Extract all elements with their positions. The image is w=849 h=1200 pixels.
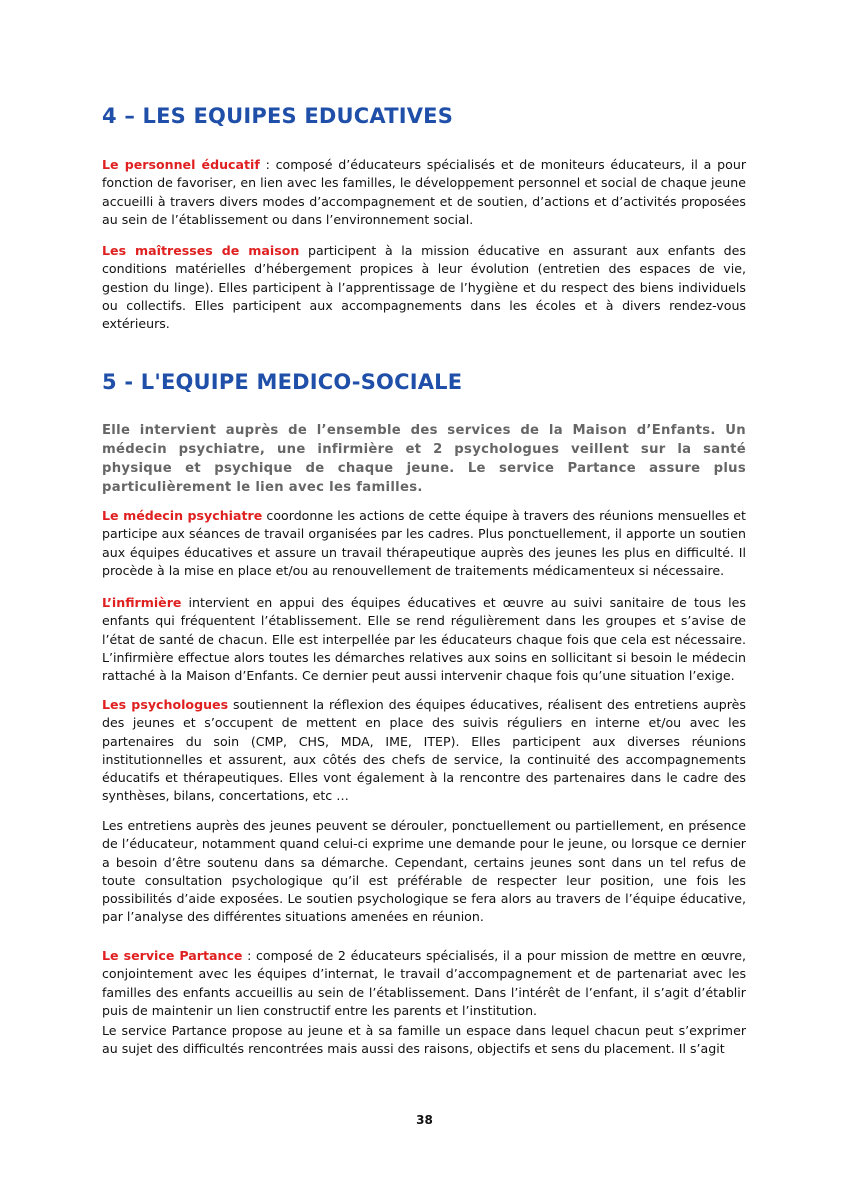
paragraph-text: intervient en appui des équipes éducatives et œuvre au suivi sanitaire de tous les enfants qui fréquentent l’établissement. Elle se rend régulièrement dans les groupes et s’avise de l’état de santé de chacun. Elle est interpellée par les éducateurs chaque fois que cela est nécessaire. L’infirmière effectue alors toutes les démarches relatives aux soins en sollicitant si besoin le médecin rattaché à la Maison d’Enfants. Ce dernier peut aussi intervenir chaque fois qu’une situation l’exige. xyxy=(102,595,746,684)
section-5-title: 5 - L'EQUIPE MEDICO-SOCIALE xyxy=(102,370,463,394)
term-infirmiere: L’infirmière xyxy=(102,595,182,610)
paragraph-text: soutiennent la réflexion des équipes éducatives, réalisent des entretiens auprès des jeunes et s’occupent de mettent en place des suivis réguliers en interne et/ou avec les partenaires du soin (CMP, CHS, MDA, IME, ITEP). Elles participent aux diverses réunions institutionnelles et assurent, aux côtés des chefs de service, la continuité des accompagnements éducatifs et thérapeutiques. Elles vont également à la rencontre des partenaires dans le cadre des synthèses, bilans, concertations, etc … xyxy=(102,697,746,804)
paragraph-psychologues xyxy=(102,696,746,806)
paragraph-maitresses-de-maison xyxy=(102,242,746,333)
section-4-title: 4 – LES EQUIPES EDUCATIVES xyxy=(102,104,454,128)
term-personnel-educatif: Le personnel éducatif xyxy=(102,157,260,172)
paragraph-entretiens: Les entretiens auprès des jeunes peuvent se dérouler, ponctuellement ou partiellement, en présence de l’éducateur, notamment quand celui-ci exprime une demande pour le jeune, ou lorsque ce dernier a besoin d’être soutenu dans sa démarche. Cependant, certains jeunes sont dans un tel refus de toute consultation psychologique qu’il est préférable de respecter leur position, une fois les possibilités d’aide exposées. Le soutien psychologique se fera alors au travers de l’équipe éducative, par l’analyse des différentes situations amenées en réunion. xyxy=(102,818,746,925)
page-number: 38 xyxy=(416,1113,433,1127)
paragraph-text: participent à la mission éducative en assurant aux enfants des conditions matérielles d’hébergement propices à leur évolution (entretien des espaces de vie, gestion du linge). Elles participent à l’apprentissage de l’hygiène et du respect des biens individuels ou collectifs. Elles participent aux accompagnements dans les écoles et à divers rendez-vous extérieurs. xyxy=(102,243,746,332)
paragraph-text: coordonne les actions de cette équipe à travers des réunions mensuelles et participe aux séances de travail organisées par les cadres. Plus ponctuellement, il apporte un soutien aux équipes éducatives et assure un travail thérapeutique auprès des jeunes les plus en difficulté. Il procède à la mise en place et/ou au renouvellement de traitements médicamenteux si nécessaire. xyxy=(102,508,746,578)
paragraph-service-partance xyxy=(102,947,746,1020)
paragraph-medecin-psychiatre xyxy=(102,507,746,580)
paragraph-text: : composé de 2 éducateurs spécialisés, il a pour mission de mettre en œuvre, conjointement avec les équipes d’internat, le travail d’accompagnement et de partenariat avec les familles des enfants accueillis au sein de l’établissement. Dans l’intérêt de l’enfant, il s’agit d’établir puis de maintenir un lien constructif entre les parents et l’institution. xyxy=(102,948,746,1018)
term-service-partance: Le service Partance xyxy=(102,948,243,963)
term-maitresses-de-maison: Les maîtresses de maison xyxy=(102,243,300,258)
section-5-intro: Elle intervient auprès de l’ensemble des services de la Maison d’Enfants. Un médecin psychiatre, une infirmière et 2 psychologues veillent sur la santé physique et psychique de chaque jeune. Le service Partance assure plus particulièrement le lien avec les familles. xyxy=(102,423,746,495)
paragraph-infirmiere xyxy=(102,594,746,685)
paragraph-partance-propose: Le service Partance propose au jeune et à sa famille un espace dans lequel chacun peut s’exprimer au sujet des difficultés rencontrées mais aussi des raisons, objectifs et sens du placement. Il s’agit xyxy=(102,1023,746,1057)
term-medecin-psychiatre: Le médecin psychiatre xyxy=(102,508,263,523)
term-psychologues: Les psychologues xyxy=(102,697,229,712)
paragraph-text: : composé d’éducateurs spécialisés et de moniteurs éducateurs, il a pour fonction de favoriser, en lien avec les familles, le développement personnel et social de chaque jeune accueilli à travers divers modes d’accompagnement et de soutien, d’actions et d’activités proposées au sein de l’établissement ou dans l’environnement social. xyxy=(102,157,746,227)
paragraph-personnel-educatif xyxy=(102,156,746,229)
